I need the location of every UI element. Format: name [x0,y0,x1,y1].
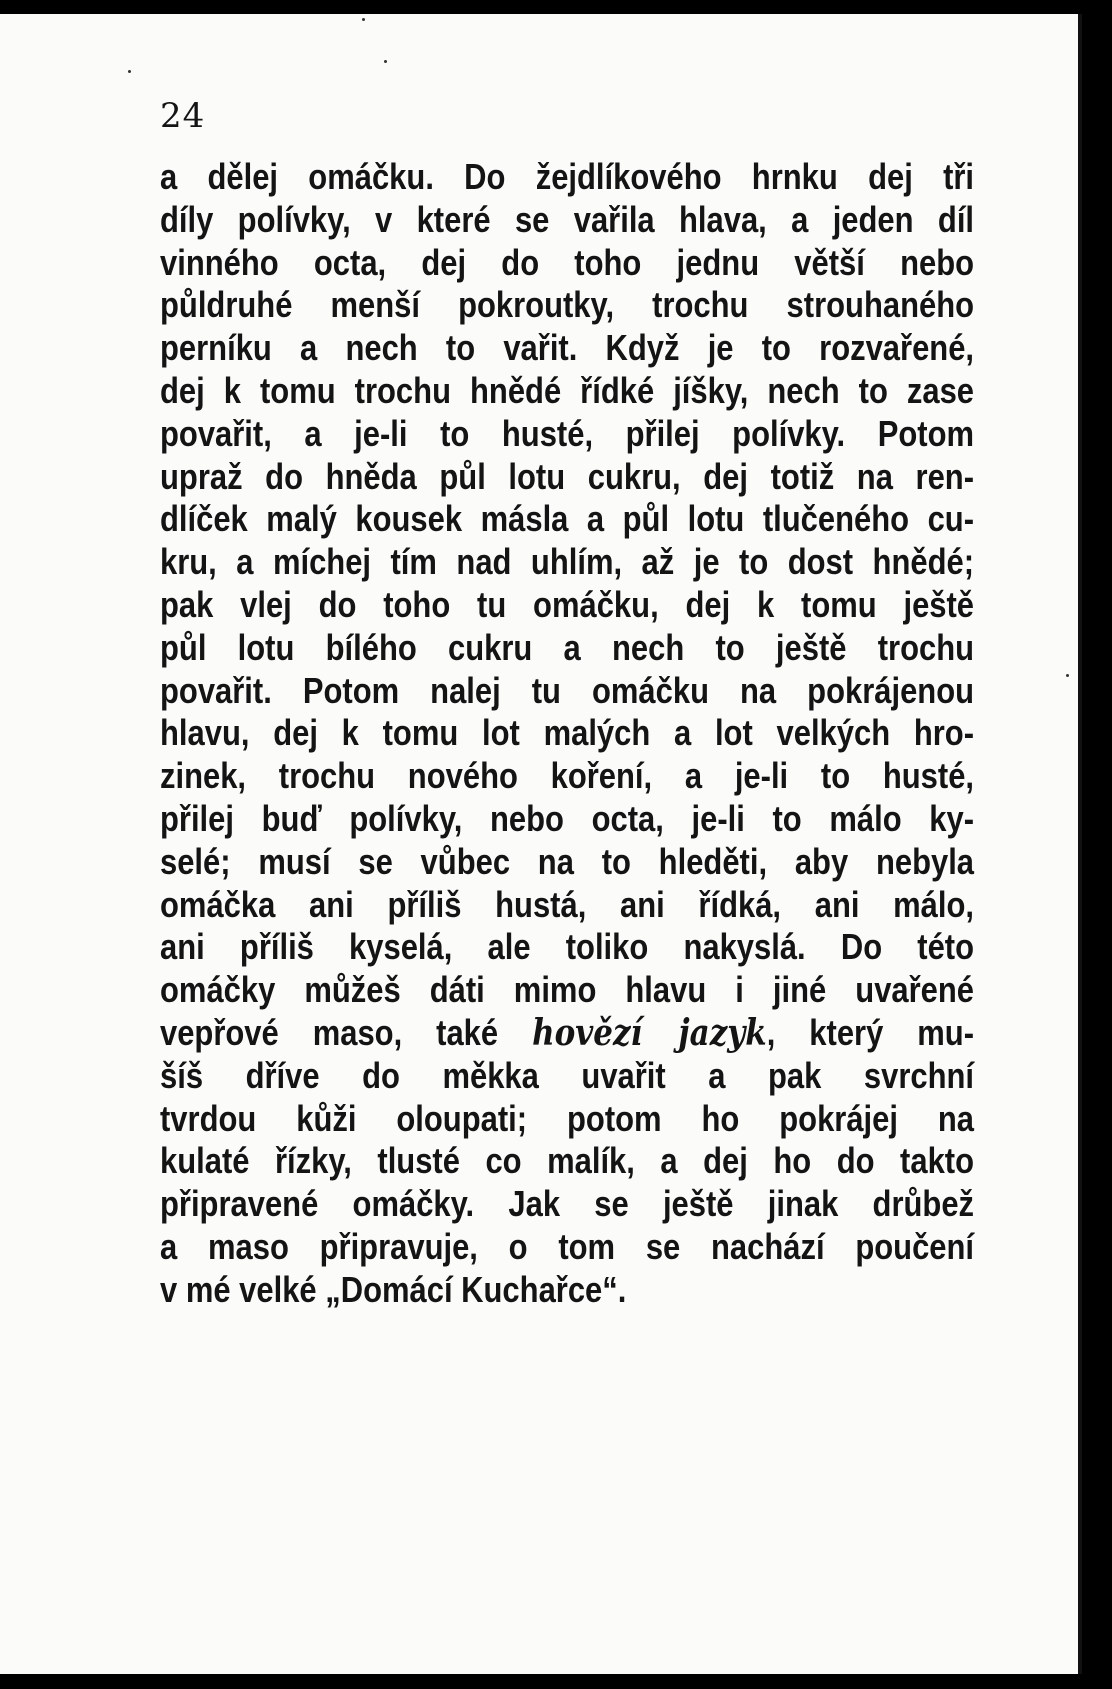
text-line: půldruhé menší pokroutky, trochu strouhaného [160,284,975,326]
book-page [0,14,1082,1674]
text-line: tvrdou kůži oloupati; potom ho pokrájej na [160,1097,975,1139]
text-line: zinek, trochu nového koření, a je-li to husté, [160,755,975,797]
emphasized-term: hovězí jazyk [532,1011,767,1054]
text-line: ani příliš kyselá, ale toliko nakyslá. Do této [160,926,975,968]
text-segment: , který mu- [766,1011,975,1053]
text-line: povařit, a je-li to husté, přilej polívky. Potom [160,412,975,454]
print-speck [362,18,365,21]
text-line: kulaté řízky, tlusté co malík, a dej ho do takto [160,1140,975,1182]
text-line: povařit. Potom nalej tu omáčku na pokrájenou [160,669,975,711]
text-line: přilej buď polívky, nebo octa, je-li to málo ky- [160,797,975,839]
text-line: připravené omáčky. Jak se ještě jinak drůbež [160,1183,975,1225]
text-line: vinného octa, dej do toho jednu větší nebo [160,241,975,283]
text-line: a maso připravuje, o tom se nachází poučení [160,1225,975,1267]
text-segment: vepřové maso, také [160,1011,533,1053]
text-line: omáčka ani příliš hustá, ani řídká, ani málo, [160,883,975,925]
text-line: perníku a nech to vařit. Když je to rozvařené, [160,327,975,369]
print-speck [128,70,131,73]
text-line: omáčky můžeš dáti mimo hlavu i jiné uvařené [160,969,975,1011]
text-line: a dělej omáčku. Do žejdlíkového hrnku dej tři [160,156,975,197]
text-line: hlavu, dej k tomu lot malých a lot velkých hro- [160,712,975,754]
text-line: díly polívky, v které se vařila hlava, a jeden díl [160,198,975,240]
text-line: pak vlej do toho tu omáčku, dej k tomu ještě [160,583,975,625]
text-line: dej k tomu trochu hnědé řídké jíšky, nech to zase [160,369,975,411]
text-line: upraž do hněda půl lotu cukru, dej totiž na ren- [160,455,975,497]
text-line-final: v mé velké „Domácí Kuchařce“. [160,1268,627,1310]
page-number: 24 [160,96,206,136]
text-line: půl lotu bílého cukru a nech to ještě trochu [160,626,975,668]
print-speck [1066,674,1069,677]
text-line-with-emphasis [160,1012,974,1055]
text-line: dlíček malý kousek másla a půl lotu tlučeného cu- [160,498,975,540]
text-line: šíš dříve do měkka uvařit a pak svrchní [160,1054,975,1096]
text-line: selé; musí se vůbec na to hleděti, aby nebyla [160,840,975,882]
text-line: kru, a míchej tím nad uhlím, až je to dost hnědé; [160,541,975,583]
body-text [160,156,976,1312]
print-speck [384,60,387,63]
